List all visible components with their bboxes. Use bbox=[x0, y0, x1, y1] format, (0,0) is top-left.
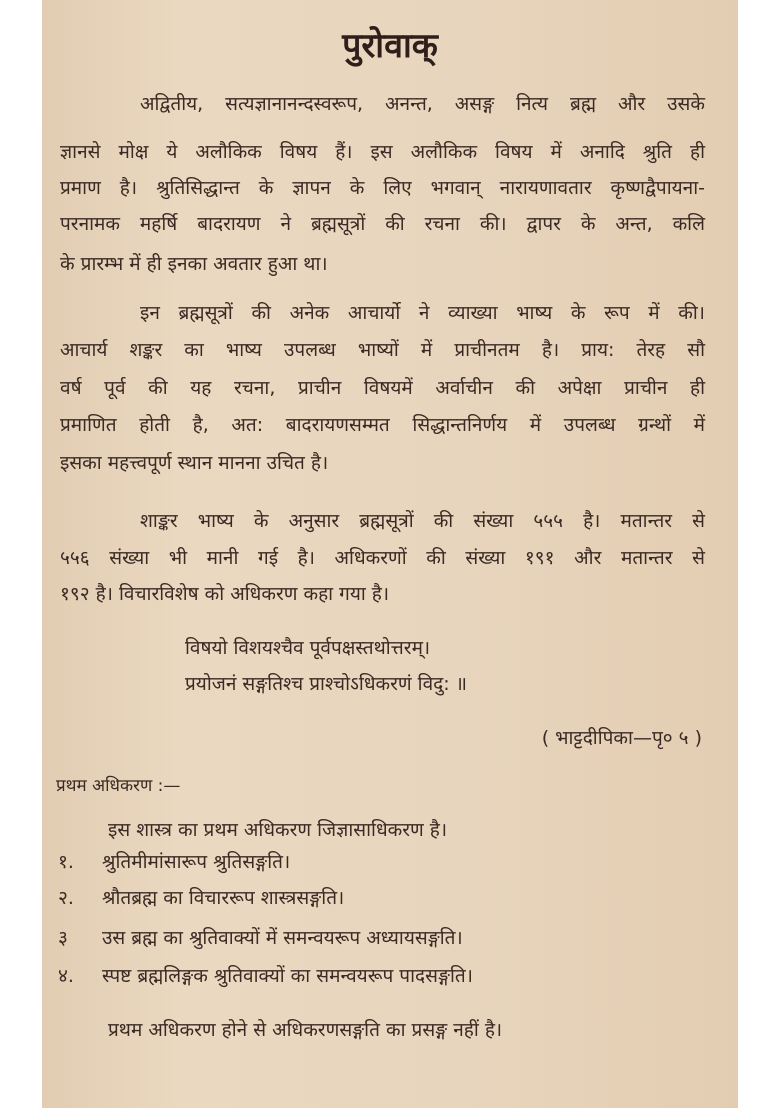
section-heading: प्रथम अधिकरण :— bbox=[56, 776, 181, 796]
paragraph3-line: शाङ्कर भाष्य के अनुसार ब्रह्मसूत्रों की संख्या ५५५ है। मतान्तर से bbox=[140, 510, 705, 532]
list-number: ३ bbox=[58, 927, 68, 949]
list-item: उस ब्रह्म का श्रुतिवाक्यों में समन्वयरूप अध्यायसङ्गति। bbox=[102, 927, 463, 949]
paragraph3-line: १९२ है। विचारविशेष को अधिकरण कहा गया है। bbox=[60, 583, 390, 605]
paragraph2-line: इसका महत्त्वपूर्ण स्थान मानना उचित है। bbox=[60, 452, 329, 474]
paragraph1-line: के प्रारम्भ में ही इनका अवतार हुआ था। bbox=[60, 253, 328, 275]
list-item: श्रौतब्रह्म का विचाररूप शास्त्रसङ्गति। bbox=[102, 887, 345, 909]
paragraph1-line: परनामक महर्षि बादरायण ने ब्रह्मसूत्रों की रचना की। द्वापर के अन्त, कलि bbox=[60, 213, 705, 235]
verse-line: प्रयोजनं सङ्गतिश्च प्राश्चोऽधिकरणं विदु: ॥ bbox=[185, 673, 468, 695]
paragraph1-line: अद्वितीय, सत्यज्ञानानन्दस्वरूप, अनन्त, असङ्ग नित्य ब्रह्म और उसके bbox=[140, 93, 705, 115]
paragraph1-line: प्रमाण है। श्रुतिसिद्धान्त के ज्ञापन के लिए भगवान् नारायणावतार कृष्णद्वैपायना- bbox=[60, 177, 705, 199]
paragraph2-line: इन ब्रह्मसूत्रों की अनेक आचार्यो ने व्याख्या भाष्य के रूप में की। bbox=[140, 302, 705, 324]
list-number: ४. bbox=[58, 965, 74, 987]
closing-line: प्रथम अधिकरण होने से अधिकरणसङ्गति का प्रसङ्ग नहीं है। bbox=[108, 1019, 503, 1041]
section-intro: इस शास्त्र का प्रथम अधिकरण जिज्ञासाधिकरण है। bbox=[108, 819, 448, 841]
page-title: पुरोवाक् bbox=[342, 26, 438, 66]
paragraph3-line: ५५६ संख्या भी मानी गई है। अधिकरणों की संख्या १९१ और मतान्तर से bbox=[60, 547, 705, 569]
citation: ( भाट्टदीपिका—पृ० ५ ) bbox=[541, 727, 702, 749]
paragraph2-line: वर्ष पूर्व की यह रचना, प्राचीन विषयमें अर्वाचीन की अपेक्षा प्राचीन ही bbox=[60, 377, 705, 399]
list-item: स्पष्ट ब्रह्मलिङ्गक श्रुतिवाक्यों का समन्वयरूप पादसङ्गति। bbox=[102, 965, 473, 987]
paragraph1-line: ज्ञानसे मोक्ष ये अलौकिक विषय हैं। इस अलौकिक विषय में अनादि श्रुति ही bbox=[60, 141, 705, 163]
paragraph2-line: आचार्य शङ्कर का भाष्य उपलब्ध भाष्यों में प्राचीनतम है। प्राय: तेरह सौ bbox=[60, 339, 705, 361]
verse-line: विषयो विशयश्चैव पूर्वपक्षस्तथोत्तरम्। bbox=[185, 637, 431, 659]
list-number: २. bbox=[58, 887, 74, 909]
list-number: १. bbox=[58, 851, 74, 873]
list-item: श्रुतिमीमांसारूप श्रुतिसङ्गति। bbox=[102, 851, 291, 873]
paragraph2-line: प्रमाणित होती है, अत: बादरायणसम्मत सिद्धान्तनिर्णय में उपलब्ध ग्रन्थों में bbox=[60, 414, 705, 436]
